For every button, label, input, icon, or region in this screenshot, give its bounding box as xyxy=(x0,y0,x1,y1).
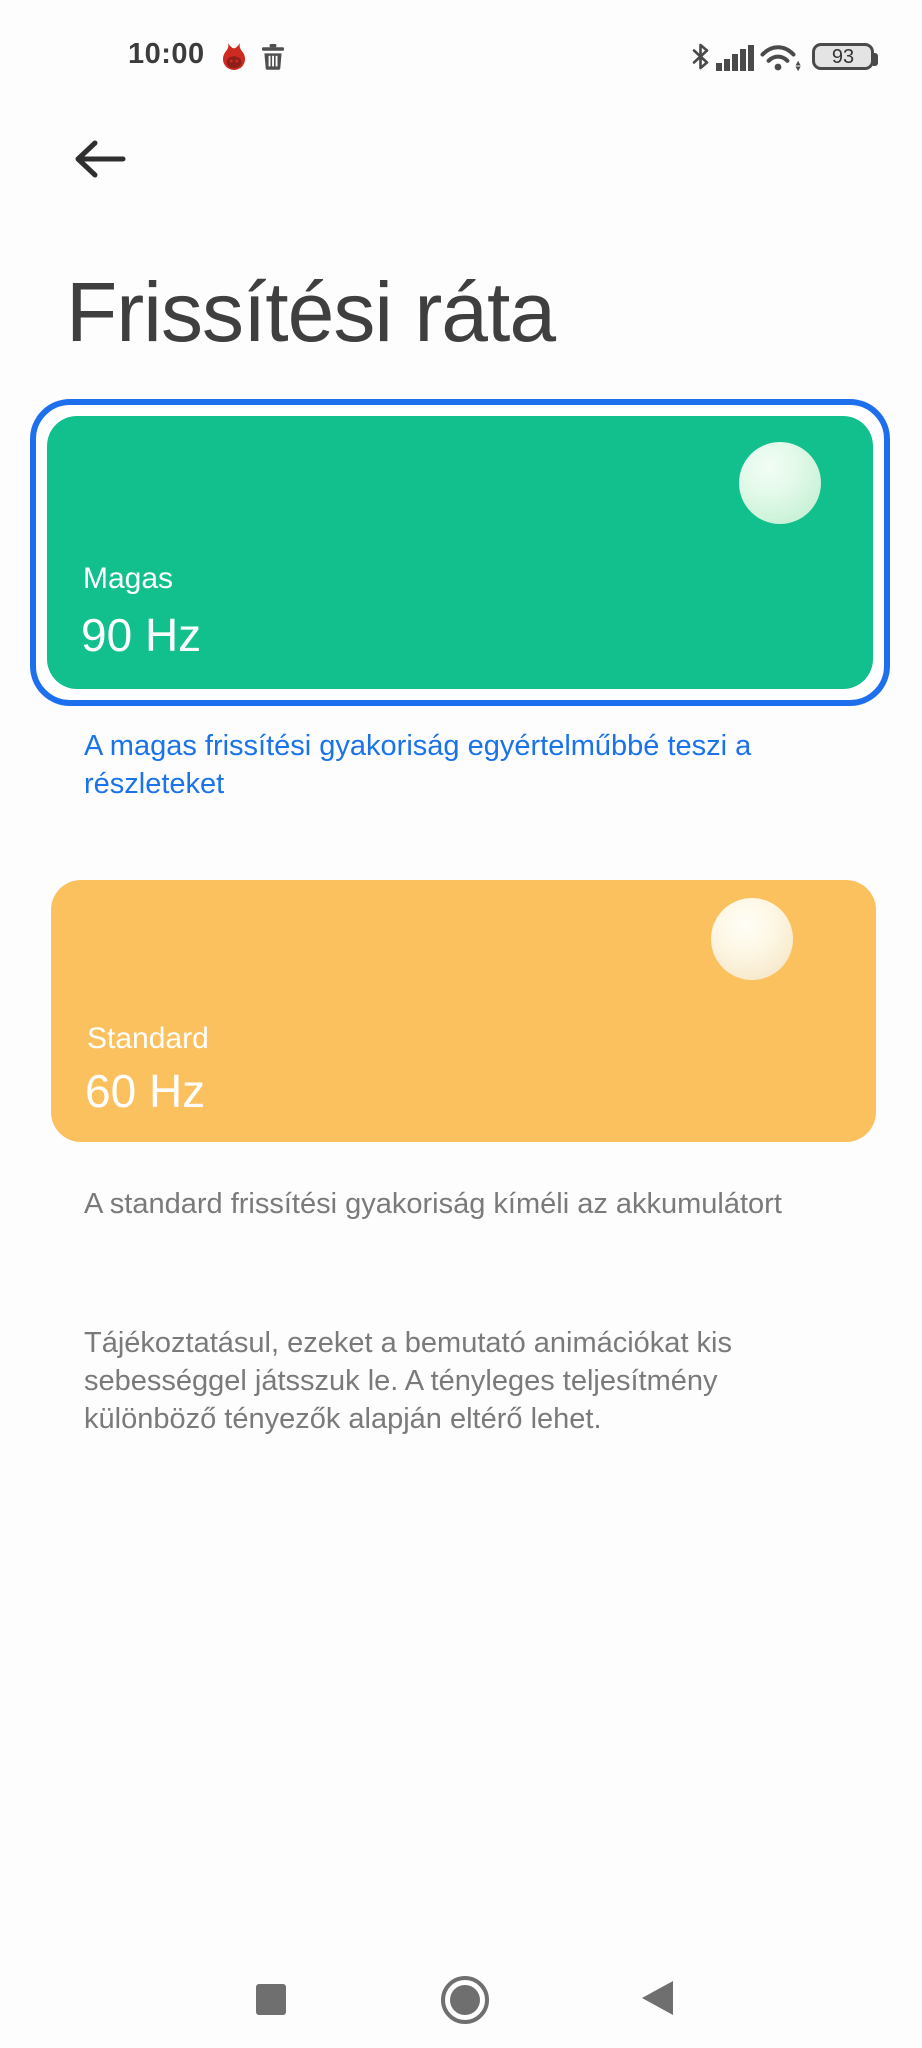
bluetooth-icon xyxy=(692,43,709,75)
page-title: Frissítési ráta xyxy=(66,265,556,359)
option-high-rate: 90 Hz xyxy=(81,609,202,661)
demo-ball-standard xyxy=(711,898,793,980)
status-time: 10:00 xyxy=(128,38,205,70)
demo-ball-high xyxy=(739,442,821,524)
disclaimer-text: Tájékoztatásul, ezeket a bemutató animációkat kis sebességgel játsszuk le. A tényleges teljesítmény különböző tényezők alapján eltérő lehet. xyxy=(84,1327,732,1435)
signal-strength-icon xyxy=(716,45,754,76)
home-circle-icon xyxy=(450,1985,480,2015)
battery-indicator xyxy=(812,43,874,70)
nav-back-button[interactable] xyxy=(634,1976,680,2022)
option-standard-label: Standard xyxy=(87,1022,209,1055)
back-button[interactable] xyxy=(64,132,136,188)
trash-icon xyxy=(261,44,285,75)
option-high-description: A magas frissítési gyakoriság egyértelműbbé teszi a részleteket xyxy=(84,730,752,800)
option-standard-description: A standard frissítési gyakoriság kíméli az akkumulátort xyxy=(84,1188,782,1220)
nav-home-button[interactable] xyxy=(441,1976,489,2024)
option-standard-rate: 60 Hz xyxy=(85,1065,206,1117)
antutu-flame-icon xyxy=(219,42,249,75)
back-triangle-icon xyxy=(642,1981,673,2018)
wifi-icon xyxy=(760,44,804,78)
option-high-label: Magas xyxy=(83,562,174,595)
option-card-standard[interactable] xyxy=(51,880,876,1142)
option-card-high-surface xyxy=(47,416,873,689)
battery-nub xyxy=(873,53,878,66)
back-arrow-icon xyxy=(73,138,127,183)
battery-percent: 93 xyxy=(831,45,855,68)
option-card-high-selected[interactable] xyxy=(30,399,890,706)
nav-recents-button[interactable] xyxy=(248,1976,294,2022)
recents-square-icon xyxy=(256,1984,286,2015)
